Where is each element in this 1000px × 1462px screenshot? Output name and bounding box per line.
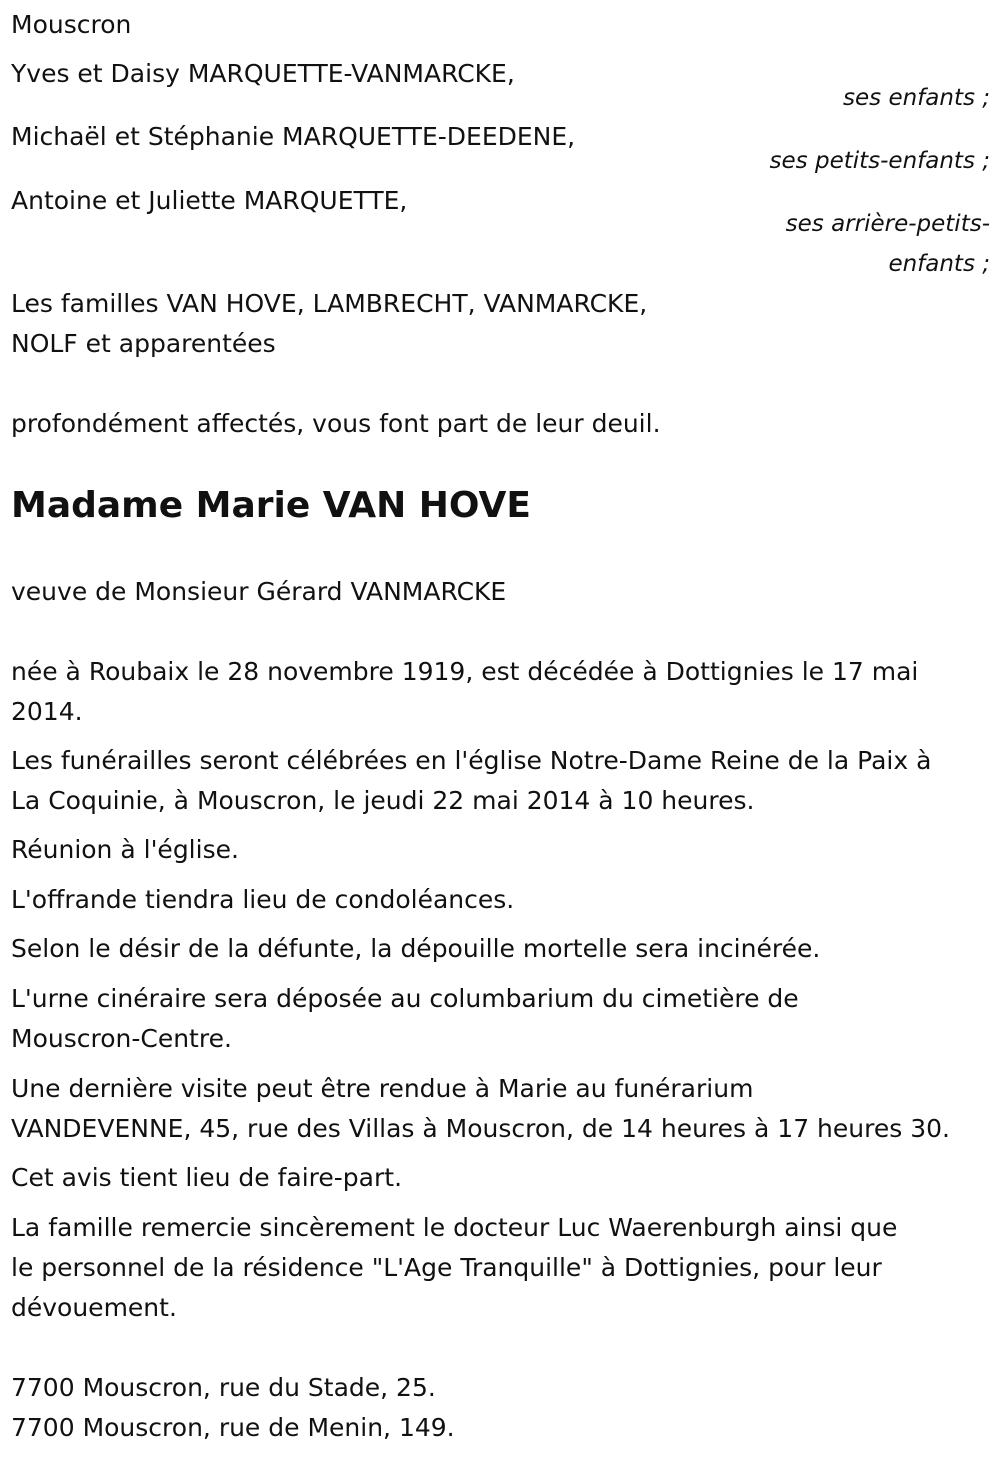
family-names-great-grandchildren: Antoine et Juliette MARQUETTE, (11, 186, 408, 215)
widow-of-text: veuve de Monsieur Gérard VANMARCKE (11, 577, 507, 606)
meeting-text: Réunion à l'église. (11, 835, 239, 864)
visit-line2: VANDEVENNE, 45, rue des Villas à Mouscron, de 14 heures à 17 heures 30. (11, 1114, 950, 1143)
birth-death-line1: née à Roubaix le 28 novembre 1919, est décédée à Dottignies le 17 mai (11, 657, 919, 686)
offering-text: L'offrande tiendra lieu de condoléances. (11, 885, 515, 914)
urn-line2: Mouscron-Centre. (11, 1024, 232, 1053)
funeral-line1: Les funérailles seront célébrées en l'église Notre-Dame Reine de la Paix à (11, 746, 932, 775)
announcement-text: profondément affectés, vous font part de leur deuil. (11, 409, 661, 438)
family-names-children: Yves et Daisy MARQUETTE-VANMARCKE, (11, 59, 515, 88)
address-1: 7700 Mouscron, rue du Stade, 25. (11, 1373, 436, 1402)
city-heading: Mouscron (11, 10, 132, 39)
urn-line1: L'urne cinéraire sera déposée au columbarium du cimetière de (11, 984, 799, 1013)
deceased-name: Madame Marie VAN HOVE (11, 485, 531, 526)
thanks-line1: La famille remercie sincèrement le docteur Luc Waerenburgh ainsi que (11, 1213, 898, 1242)
notice-text: Cet avis tient lieu de faire-part. (11, 1163, 403, 1192)
family-relation-great-grandchildren-line2: enfants ; (888, 251, 990, 277)
family-names-grandchildren: Michaël et Stéphanie MARQUETTE-DEEDENE, (11, 122, 576, 151)
family-relation-grandchildren: ses petits-enfants ; (769, 148, 990, 174)
visit-line1: Une dernière visite peut être rendue à Marie au funérarium (11, 1074, 754, 1103)
address-2: 7700 Mouscron, rue de Menin, 149. (11, 1413, 455, 1442)
family-relation-great-grandchildren-line1: ses arrière-petits- (785, 211, 990, 237)
thanks-line2: le personnel de la résidence "L'Age Tranquille" à Dottignies, pour leur (11, 1253, 882, 1282)
other-families-line2: NOLF et apparentées (11, 329, 276, 358)
birth-death-line2: 2014. (11, 697, 83, 726)
thanks-line3: dévouement. (11, 1293, 177, 1322)
family-relation-children: ses enfants ; (843, 85, 990, 111)
funeral-line2: La Coquinie, à Mouscron, le jeudi 22 mai 2014 à 10 heures. (11, 786, 755, 815)
other-families-line1: Les familles VAN HOVE, LAMBRECHT, VANMARCKE, (11, 289, 648, 318)
cremation-text: Selon le désir de la défunte, la dépouille mortelle sera incinérée. (11, 934, 821, 963)
